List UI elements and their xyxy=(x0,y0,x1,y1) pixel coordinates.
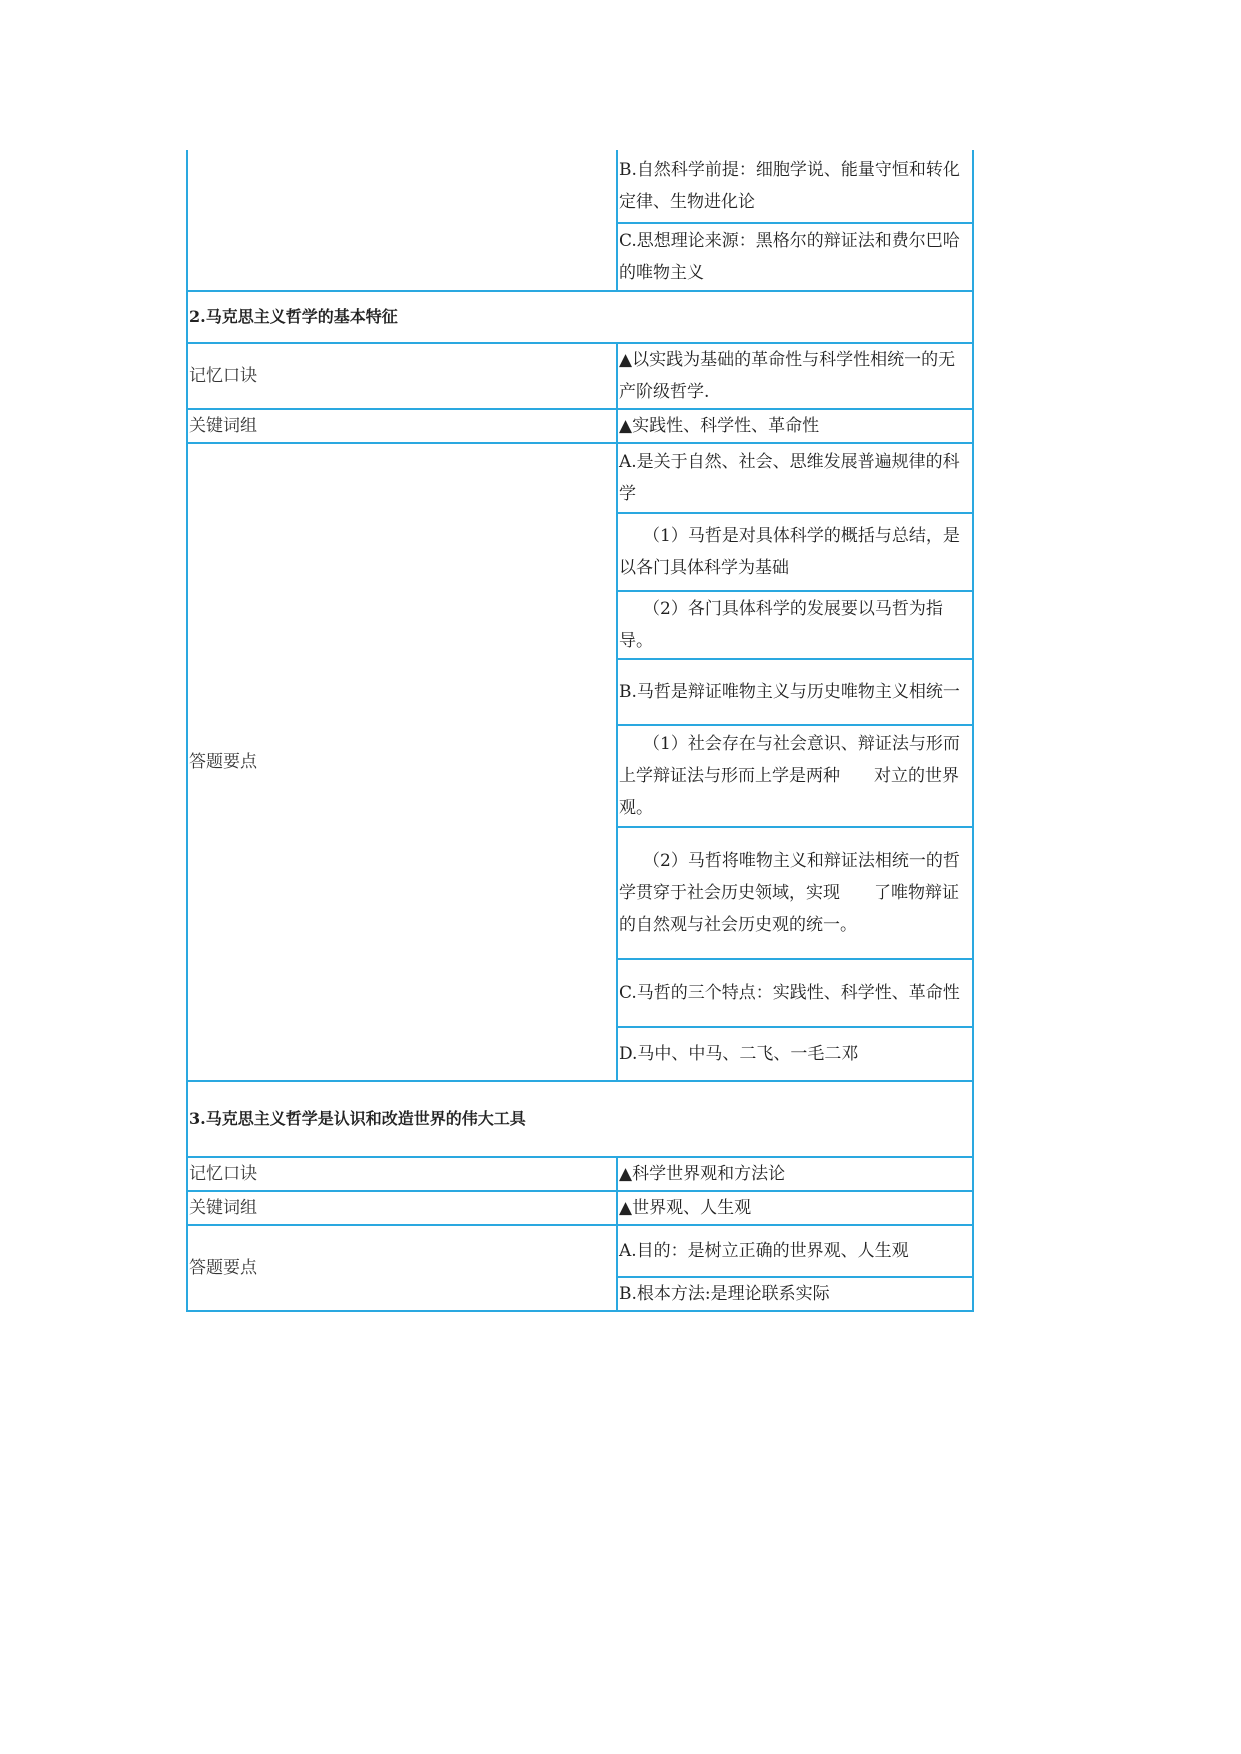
point-cell-wrap xyxy=(617,827,973,959)
table-row xyxy=(187,409,973,443)
table-row xyxy=(187,1191,973,1225)
memory-text: ▲科学世界观和方法论 xyxy=(617,1157,973,1191)
section-heading-row xyxy=(187,1081,973,1157)
row-label: 答题要点 xyxy=(187,1225,617,1311)
table-row xyxy=(187,1157,973,1191)
point-cell: C.马哲的三个特点：实践性、科学性、革命性 xyxy=(617,959,973,1027)
point-cell: （2）马哲将唯物主义和辩证法相统一的哲学贯穿于社会历史领域，实现 了唯物辩证的自然观与社会历史观的统一。 xyxy=(619,851,960,935)
row-label: 记忆口诀 xyxy=(187,1157,617,1191)
table-row xyxy=(187,443,973,513)
point-cell: （2）各门具体科学的发展要以马哲为指导。 xyxy=(619,599,943,651)
point-cell: B.自然科学前提：细胞学说、能量守恒和转化定律、生物进化论 xyxy=(617,150,973,223)
row-label: 关键词组 xyxy=(187,409,617,443)
row-label: 关键词组 xyxy=(187,1191,617,1225)
table-row xyxy=(187,150,973,223)
keywords-text: ▲实践性、科学性、革命性 xyxy=(617,409,973,443)
point-cell: （1）社会存在与社会意识、辩证法与形而上学辩证法与形而上学是两种 对立的世界观。 xyxy=(619,734,960,818)
memory-text: ▲以实践为基础的革命性与科学性相统一的无产阶级哲学. xyxy=(617,343,973,409)
table-row xyxy=(187,1225,973,1277)
study-notes-table xyxy=(186,150,974,1312)
point-cell: A.目的：是树立正确的世界观、人生观 xyxy=(617,1225,973,1277)
row-label: 答题要点 xyxy=(187,443,617,1081)
point-cell-wrap xyxy=(617,513,973,591)
table-row xyxy=(187,343,973,409)
section-heading-row xyxy=(187,291,973,343)
point-cell: （1）马哲是对具体科学的概括与总结，是以各门具体科学为基础 xyxy=(619,526,960,578)
point-cell-wrap xyxy=(617,591,973,659)
point-cell-wrap xyxy=(617,725,973,827)
keywords-text: ▲世界观、人生观 xyxy=(617,1191,973,1225)
point-cell: D.马中、中马、二飞、一毛二邓 xyxy=(617,1027,973,1081)
section-title: 3.马克思主义哲学是认识和改造世界的伟大工具 xyxy=(187,1081,973,1157)
point-cell: B.马哲是辩证唯物主义与历史唯物主义相统一 xyxy=(617,659,973,725)
section-title: 2.马克思主义哲学的基本特征 xyxy=(187,291,973,343)
empty-cell xyxy=(187,150,617,291)
point-cell: B.根本方法:是理论联系实际 xyxy=(617,1277,973,1311)
point-cell: A.是关于自然、社会、思维发展普遍规律的科学 xyxy=(617,443,973,513)
row-label: 记忆口诀 xyxy=(187,343,617,409)
point-cell: C.思想理论来源：黑格尔的辩证法和费尔巴哈的唯物主义 xyxy=(617,223,973,291)
